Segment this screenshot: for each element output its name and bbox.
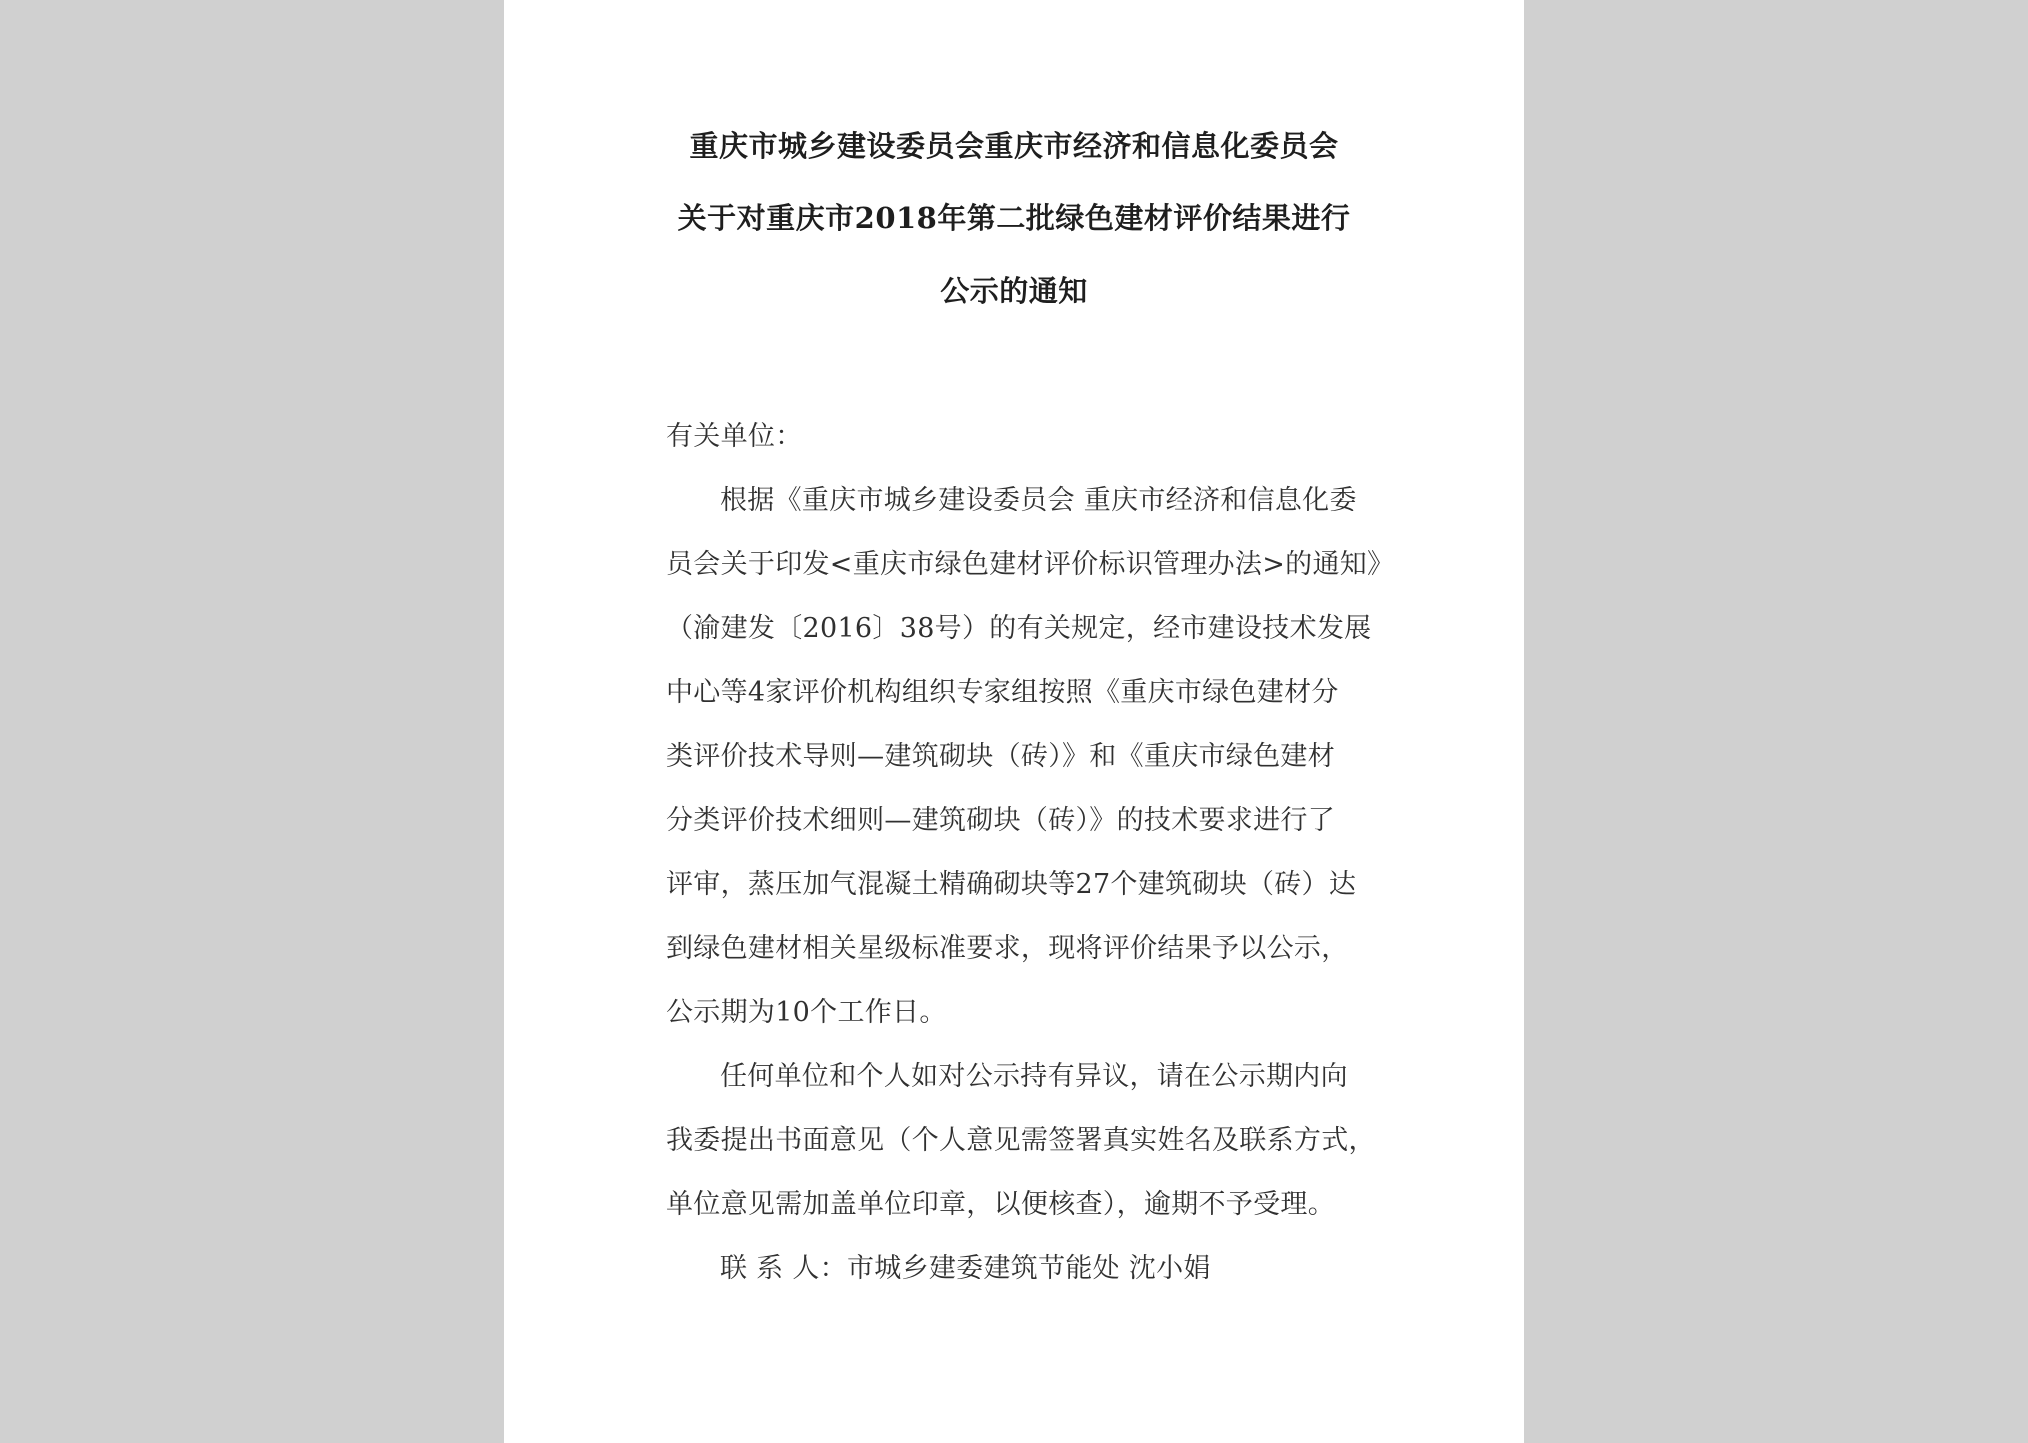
body-line: 员会关于印发<重庆市绿色建材评价标识管理办法>的通知》 (666, 549, 1395, 580)
body-line: 类评价技术导则—建筑砌块（砖）》和《重庆市绿色建材 (666, 741, 1335, 772)
title-line-2: 关于对重庆市2018年第二批绿色建材评价结果进行 (677, 201, 1351, 235)
body-line: 分类评价技术细则—建筑砌块（砖）》的技术要求进行了 (666, 805, 1335, 836)
body-line: 单位意见需加盖单位印章，以便核查），逾期不予受理。 (666, 1189, 1335, 1220)
body-line: 根据《重庆市城乡建设委员会 重庆市经济和信息化委 (720, 485, 1357, 516)
body-line: 中心等4家评价机构组织专家组按照《重庆市绿色建材分 (666, 677, 1339, 708)
body-line: 任何单位和个人如对公示持有异议，请在公示期内向 (720, 1061, 1348, 1092)
contact-line: 联 系 人：市城乡建委建筑节能处 沈小娟 (720, 1253, 1211, 1284)
salutation: 有关单位： (666, 421, 803, 452)
body-line: 我委提出书面意见（个人意见需签署真实姓名及联系方式， (666, 1125, 1376, 1156)
document-page (504, 0, 1524, 1443)
title-line-3: 公示的通知 (940, 274, 1088, 308)
body-line: （渝建发〔2016〕38号）的有关规定，经市建设技术发展 (666, 613, 1372, 644)
body-line: 评审，蒸压加气混凝土精确砌块等27个建筑砌块（砖）达 (666, 869, 1357, 900)
title-line-1: 重庆市城乡建设委员会重庆市经济和信息化委员会 (689, 129, 1339, 163)
body-line: 公示期为10个工作日。 (666, 997, 947, 1028)
body-line: 到绿色建材相关星级标准要求，现将评价结果予以公示， (666, 933, 1349, 964)
